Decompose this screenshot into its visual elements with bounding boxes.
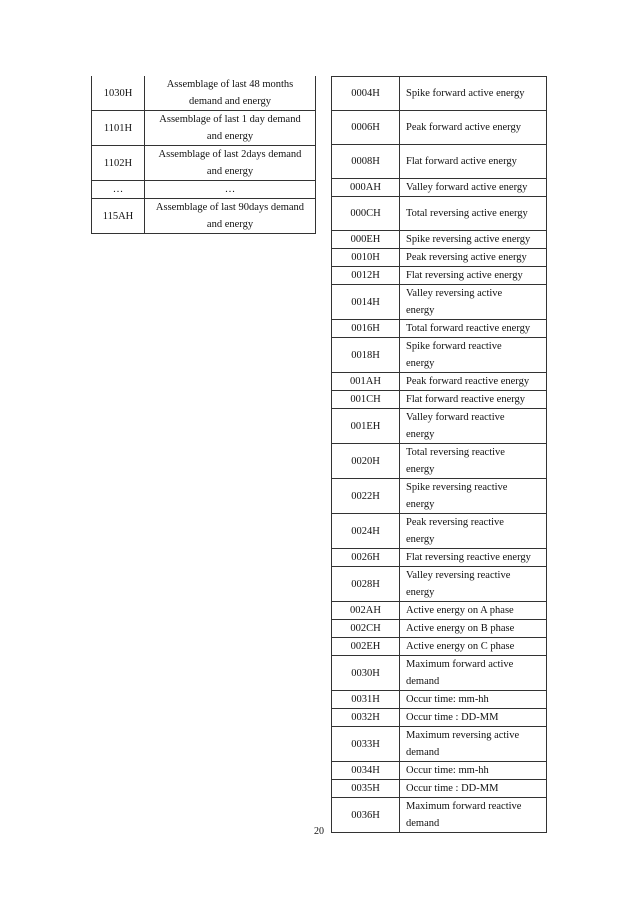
register-address: 0032H (332, 709, 400, 727)
description-line: Occur time : DD-MM (406, 783, 499, 794)
description-line: Active energy on C phase (406, 641, 515, 652)
register-address: 0028H (332, 567, 400, 602)
description-line: Spike reversing reactive (406, 482, 508, 493)
register-description (400, 267, 547, 285)
description-line: energy (406, 464, 435, 475)
register-description (400, 602, 547, 620)
register-description (145, 181, 316, 199)
register-description (400, 709, 547, 727)
register-address: 001CH (332, 391, 400, 409)
description-line: Assemblage of last 1 day demand (159, 114, 301, 125)
table-row (332, 620, 547, 638)
description-line: Peak reversing reactive (406, 517, 504, 528)
table-row (92, 76, 316, 111)
description-line: energy (406, 358, 435, 369)
register-address: 0036H (332, 798, 400, 833)
table-row (332, 145, 547, 179)
description-line: energy (406, 534, 435, 545)
register-address: 002CH (332, 620, 400, 638)
description-line: Flat forward active energy (406, 156, 517, 167)
description-line: Maximum forward active (406, 659, 514, 670)
description-line: and energy (206, 219, 254, 230)
register-description (145, 199, 316, 234)
register-description (400, 249, 547, 267)
register-description (400, 514, 547, 549)
description-line: Active energy on A phase (406, 605, 514, 616)
table-row (92, 181, 316, 199)
table-row (332, 727, 547, 762)
table-row (332, 373, 547, 391)
description-line: Valley reversing active (406, 288, 503, 299)
table-row (332, 111, 547, 145)
register-address: 1101H (92, 111, 145, 146)
page-number: 20 (314, 826, 324, 837)
register-description (400, 479, 547, 514)
register-address: 0016H (332, 320, 400, 338)
register-address: … (92, 181, 145, 199)
register-description (400, 691, 547, 709)
register-description (145, 146, 316, 181)
table-row (332, 780, 547, 798)
table-row (332, 479, 547, 514)
table-row (332, 567, 547, 602)
table-row (332, 249, 547, 267)
description-line: Active energy on B phase (406, 623, 515, 634)
table-row (92, 146, 316, 181)
description-line: demand and energy (188, 96, 272, 107)
register-description (400, 656, 547, 691)
table-row (92, 111, 316, 146)
description-line: Occur time: mm-hh (406, 694, 489, 705)
table-row (332, 409, 547, 444)
register-description (400, 145, 547, 179)
table-row (332, 444, 547, 479)
register-description (400, 727, 547, 762)
description-line: Maximum reversing active (406, 730, 520, 741)
register-address: 000AH (332, 179, 400, 197)
description-line: energy (406, 429, 435, 440)
register-address: 0026H (332, 549, 400, 567)
table-row (332, 656, 547, 691)
register-address: 0031H (332, 691, 400, 709)
register-description (400, 409, 547, 444)
register-description (400, 444, 547, 479)
register-description (400, 111, 547, 145)
description-line: Spike forward reactive (406, 341, 502, 352)
register-address: 000EH (332, 231, 400, 249)
register-address: 115AH (92, 199, 145, 234)
register-description (400, 373, 547, 391)
register-description (400, 338, 547, 373)
table-row (332, 514, 547, 549)
table-row (332, 267, 547, 285)
register-description (400, 197, 547, 231)
register-address: 002EH (332, 638, 400, 656)
register-address: 0034H (332, 762, 400, 780)
register-address: 0033H (332, 727, 400, 762)
description-line: Maximum forward reactive (406, 801, 522, 812)
register-address: 0030H (332, 656, 400, 691)
register-description (400, 320, 547, 338)
left-register-table (91, 76, 316, 234)
description-line: Flat reversing reactive energy (406, 552, 531, 563)
register-address: 0014H (332, 285, 400, 320)
description-line: and energy (206, 166, 254, 177)
register-description (400, 285, 547, 320)
register-address: 0035H (332, 780, 400, 798)
table-row (332, 285, 547, 320)
description-line: Flat reversing active energy (406, 270, 523, 281)
register-description (400, 77, 547, 111)
register-address: 001AH (332, 373, 400, 391)
description-line: Assemblage of last 2days demand (158, 149, 302, 160)
register-address: 0010H (332, 249, 400, 267)
register-description (400, 780, 547, 798)
register-address: 0006H (332, 111, 400, 145)
table-row (332, 602, 547, 620)
register-address: 001EH (332, 409, 400, 444)
table-row (332, 762, 547, 780)
register-address: 0008H (332, 145, 400, 179)
register-description (400, 638, 547, 656)
register-description (400, 391, 547, 409)
description-line: Total forward reactive energy (406, 323, 531, 334)
register-address: 1030H (92, 76, 145, 111)
table-row (332, 549, 547, 567)
register-description (145, 76, 316, 111)
description-line: Spike forward active energy (406, 88, 525, 99)
description-line: energy (406, 499, 435, 510)
right-register-table (331, 76, 547, 833)
description-line: demand (406, 818, 440, 829)
register-address: 1102H (92, 146, 145, 181)
table-row (332, 691, 547, 709)
description-line: Peak forward reactive energy (406, 376, 530, 387)
register-address: 0018H (332, 338, 400, 373)
description-line: demand (406, 676, 440, 687)
register-address: 0024H (332, 514, 400, 549)
description-line: Spike reversing active energy (406, 234, 531, 245)
register-address: 0022H (332, 479, 400, 514)
description-line: Valley forward reactive (406, 412, 505, 423)
description-line: Assemblage of last 90days demand (155, 202, 305, 213)
register-description (145, 111, 316, 146)
register-address: 002AH (332, 602, 400, 620)
description-line: Valley reversing reactive (406, 570, 511, 581)
table-row (332, 320, 547, 338)
register-description (400, 231, 547, 249)
table-row (92, 199, 316, 234)
register-description (400, 762, 547, 780)
table-row (332, 338, 547, 373)
description-line: Flat forward reactive energy (406, 394, 526, 405)
description-line: energy (406, 305, 435, 316)
description-line: Peak forward active energy (406, 122, 521, 133)
table-row (332, 197, 547, 231)
right-table-body (332, 77, 547, 833)
description-line: Occur time: mm-hh (406, 765, 489, 776)
table-row (332, 77, 547, 111)
description-line: demand (406, 747, 440, 758)
description-line: energy (406, 587, 435, 598)
table-row (332, 391, 547, 409)
register-address: 0012H (332, 267, 400, 285)
description-line: Occur time : DD-MM (406, 712, 499, 723)
description-line: Peak reversing active energy (406, 252, 527, 263)
description-line: … (224, 184, 236, 195)
register-description (400, 549, 547, 567)
description-line: Total reversing active energy (406, 208, 528, 219)
register-description (400, 179, 547, 197)
description-line: Assemblage of last 48 months (166, 79, 294, 90)
description-line: and energy (206, 131, 254, 142)
description-line: Valley forward active energy (406, 182, 528, 193)
table-row (332, 231, 547, 249)
table-row (332, 709, 547, 727)
table-row (332, 179, 547, 197)
register-description (400, 567, 547, 602)
left-table-body (92, 76, 316, 234)
register-description (400, 620, 547, 638)
description-line: Total reversing reactive (406, 447, 505, 458)
register-address: 0020H (332, 444, 400, 479)
register-address: 0004H (332, 77, 400, 111)
table-row (332, 638, 547, 656)
register-address: 000CH (332, 197, 400, 231)
